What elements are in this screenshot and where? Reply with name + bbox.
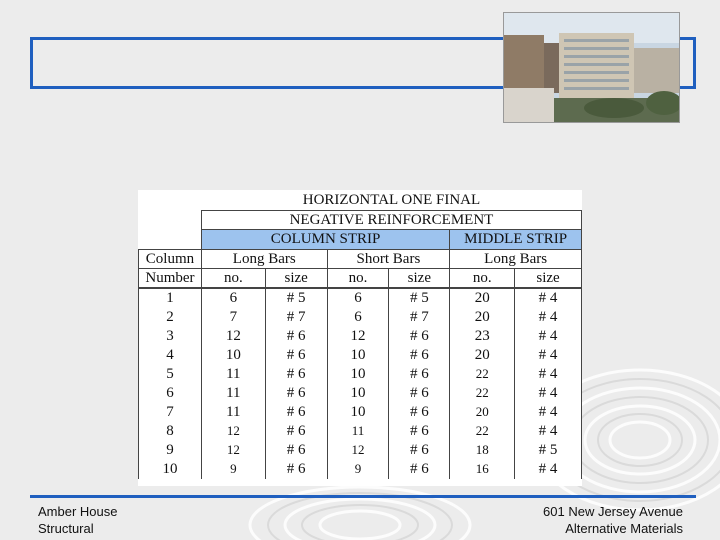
footer-address: 601 New Jersey Avenue [543,504,683,519]
footer-divider [30,495,696,498]
table-row [139,308,582,327]
column-number-cell: 7 [139,403,202,422]
column-number-cell: 8 [139,422,202,441]
table-cell: # 6 [265,441,327,460]
table-cell: 11 [201,384,265,403]
table-cell: 12 [327,441,389,460]
table-cell: 22 [450,365,515,384]
table-cell: # 4 [515,327,582,346]
long-bars-mid-header: Long Bars [450,249,582,268]
table-row [139,288,582,308]
size-header: size [389,268,450,288]
reinforcement-table [138,190,582,486]
table-cell: 20 [450,308,515,327]
table-cell: # 4 [515,460,582,479]
no-header: no. [327,268,389,288]
table-cell: # 7 [265,308,327,327]
column-number-cell: 2 [139,308,202,327]
table-cell: # 4 [515,288,582,308]
table-cell: # 6 [265,346,327,365]
short-bars-header: Short Bars [327,249,450,268]
footer-topic: Alternative Materials [565,521,683,536]
table-row [139,441,582,460]
table-cell: 12 [327,327,389,346]
table-cell: 7 [201,308,265,327]
table-cell: # 6 [389,365,450,384]
table-cell: # 6 [265,403,327,422]
table-cell: 10 [327,384,389,403]
column-number-cell: 5 [139,365,202,384]
middle-strip-header: MIDDLE STRIP [450,230,582,250]
long-bars-header: Long Bars [201,249,327,268]
table-cell: 6 [327,308,389,327]
table-cell: # 6 [265,327,327,346]
table-cell: # 4 [515,365,582,384]
table-title: HORIZONTAL ONE FINAL [302,192,481,208]
table-row [139,346,582,365]
table-cell: 20 [450,403,515,422]
table-row [139,403,582,422]
table-cell: # 6 [265,460,327,479]
column-number-cell: 1 [139,288,202,308]
table-cell: 10 [327,403,389,422]
table-cell: # 5 [515,441,582,460]
table-cell: 11 [327,422,389,441]
table-cell: 22 [450,384,515,403]
table-cell: 22 [450,422,515,441]
building-photo [503,12,680,123]
table-cell: # 6 [389,384,450,403]
table-cell: 11 [201,403,265,422]
table-cell: # 6 [389,441,450,460]
table-cell: # 7 [389,308,450,327]
size-header: size [515,268,582,288]
table-row [139,365,582,384]
column-strip-header: COLUMN STRIP [201,230,449,250]
table-cell: 10 [327,346,389,365]
footer-project: Amber House [38,504,118,519]
table-row [139,327,582,346]
table-cell: 12 [201,327,265,346]
size-header: size [265,268,327,288]
table-cell: # 5 [265,288,327,308]
table-cell: # 6 [389,346,450,365]
table-cell: # 4 [515,422,582,441]
table-cell: 12 [201,422,265,441]
table-cell: 10 [327,365,389,384]
table-cell: # 6 [265,422,327,441]
table-cell: 18 [450,441,515,460]
table-cell: # 5 [389,288,450,308]
table-cell: # 4 [515,346,582,365]
table-row [139,422,582,441]
column-header-line1: Column [139,249,202,268]
table-cell: 10 [201,346,265,365]
table-cell: 20 [450,346,515,365]
column-number-cell: 3 [139,327,202,346]
table-row [139,384,582,403]
table-cell: # 6 [389,422,450,441]
table-cell: # 6 [389,403,450,422]
table-cell: 11 [201,365,265,384]
column-number-cell: 4 [139,346,202,365]
table-cell: 20 [450,288,515,308]
table-cell: 6 [201,288,265,308]
table-cell: # 6 [265,365,327,384]
table-cell: # 4 [515,308,582,327]
footer-option: Structural [38,521,94,536]
table-cell: # 6 [389,460,450,479]
table-cell: # 6 [265,384,327,403]
table-cell: 6 [327,288,389,308]
footer-right [543,503,683,537]
column-number-cell: 6 [139,384,202,403]
column-header-line2: Number [139,268,202,288]
table-row [139,460,582,479]
column-number-cell: 9 [139,441,202,460]
table-cell: # 4 [515,384,582,403]
table-cell: 9 [327,460,389,479]
table-cell: 23 [450,327,515,346]
table-cell: # 6 [389,327,450,346]
table-cell: 12 [201,441,265,460]
footer-left [38,503,117,537]
table-cell: 9 [201,460,265,479]
column-number-cell: 10 [139,460,202,479]
no-header: no. [201,268,265,288]
table-cell: 16 [450,460,515,479]
table-subtitle: NEGATIVE REINFORCEMENT [201,211,581,230]
table-cell: # 4 [515,403,582,422]
no-header: no. [450,268,515,288]
